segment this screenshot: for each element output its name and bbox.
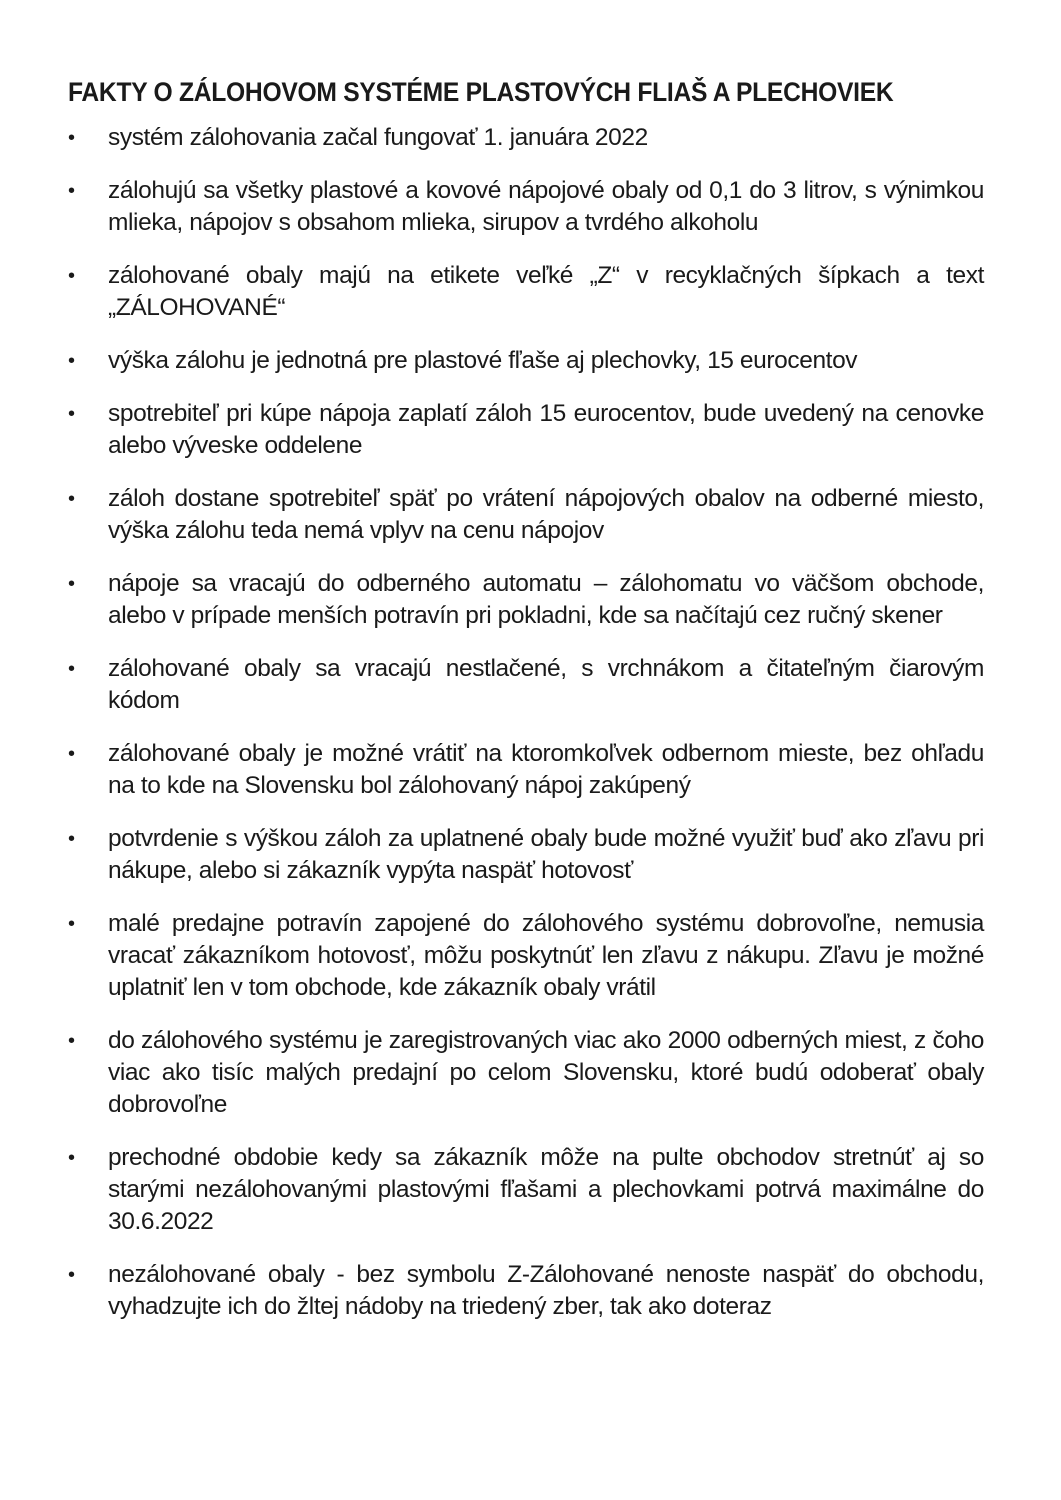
bullet-icon: • (68, 403, 75, 425)
list-item (68, 653, 984, 717)
list-item (68, 398, 984, 462)
list-item-text: zálohované obaly majú na etikete veľké „Z“ v recyklačných šípkach a text „ZÁLOHOVANÉ“ (108, 262, 984, 321)
bullet-icon: • (68, 1030, 75, 1052)
list-item (68, 260, 984, 324)
list-item (68, 738, 984, 802)
bullet-icon: • (68, 127, 75, 149)
list-item (68, 175, 984, 239)
list-item (68, 908, 984, 1004)
list-item-text: nápoje sa vracajú do odberného automatu – zálohomatu vo väčšom obchode, alebo v prípade menších potravín pri pokladni, kde sa načítajú cez ručný skener (108, 570, 984, 629)
list-item (68, 345, 984, 377)
document-title: FAKTY O ZÁLOHOVOM SYSTÉME PLASTOVÝCH FLIAŠ A PLECHOVIEK (68, 77, 894, 107)
bullet-icon: • (68, 488, 75, 510)
bullet-icon: • (68, 180, 75, 202)
bullet-icon: • (68, 265, 75, 287)
bullet-icon: • (68, 1147, 75, 1169)
list-item-text: výška zálohu je jednotná pre plastové fľaše aj plechovky, 15 eurocentov (108, 347, 858, 374)
list-item (68, 483, 984, 547)
list-item-text: zálohované obaly je možné vrátiť na ktoromkoľvek odbernom mieste, bez ohľadu na to kde na Slovensku bol zálohovaný nápoj zakúpený (108, 740, 984, 799)
bullet-icon: • (68, 913, 75, 935)
list-item (68, 122, 984, 154)
bullet-icon: • (68, 743, 75, 765)
bullet-icon: • (68, 1264, 75, 1286)
list-item-text: zálohované obaly sa vracajú nestlačené, s vrchnákom a čitateľným čiarovým kódom (108, 655, 984, 714)
list-item-text: zálohujú sa všetky plastové a kovové nápojové obaly od 0,1 do 3 litrov, s výnimkou mlieka, nápojov s obsahom mlieka, sirupov a tvrdého alkoholu (108, 177, 984, 236)
list-item-text: spotrebiteľ pri kúpe nápoja zaplatí záloh 15 eurocentov, bude uvedený na cenovke alebo výveske oddelene (108, 400, 984, 459)
list-item-text: nezálohované obaly - bez symbolu Z-Zálohované nenoste naspäť do obchodu, vyhadzujte ich do žltej nádoby na triedený zber, tak ako doteraz (108, 1261, 984, 1320)
list-item-text: do zálohového systému je zaregistrovaných viac ako 2000 odberných miest, z čoho viac ako tisíc malých predajní po celom Slovensku, ktoré budú odoberať obaly dobrovoľne (108, 1027, 984, 1118)
bullet-icon: • (68, 658, 75, 680)
list-item-text: systém zálohovania začal fungovať 1. januára 2022 (108, 124, 648, 151)
list-item-text: záloh dostane spotrebiteľ späť po vrátení nápojových obalov na odberné miesto, výška zálohu teda nemá vplyv na cenu nápojov (108, 485, 984, 544)
facts-list (68, 122, 984, 1323)
bullet-icon: • (68, 828, 75, 850)
bullet-icon: • (68, 350, 75, 372)
document-page (68, 72, 984, 1344)
list-item-text: potvrdenie s výškou záloh za uplatnené obaly bude možné využiť buď ako zľavu pri nákupe, alebo si zákazník vypýta naspäť hotovosť (108, 825, 984, 884)
list-item-text: prechodné obdobie kedy sa zákazník môže na pulte obchodov stretnúť aj so starými nezálohovanými plastovými fľašami a plechovkami potrvá maximálne do 30.6.2022 (108, 1144, 984, 1235)
list-item (68, 1142, 984, 1238)
bullet-icon: • (68, 573, 75, 595)
list-item (68, 568, 984, 632)
list-item-text: malé predajne potravín zapojené do zálohového systému dobrovoľne, nemusia vracať zákazníkom hotovosť, môžu poskytnúť len zľavu z nákupu. Zľavu je možné uplatniť len v tom obchode, kde zákazník obaly vrátil (108, 910, 984, 1001)
list-item (68, 1025, 984, 1121)
list-item (68, 823, 984, 887)
list-item (68, 1259, 984, 1323)
